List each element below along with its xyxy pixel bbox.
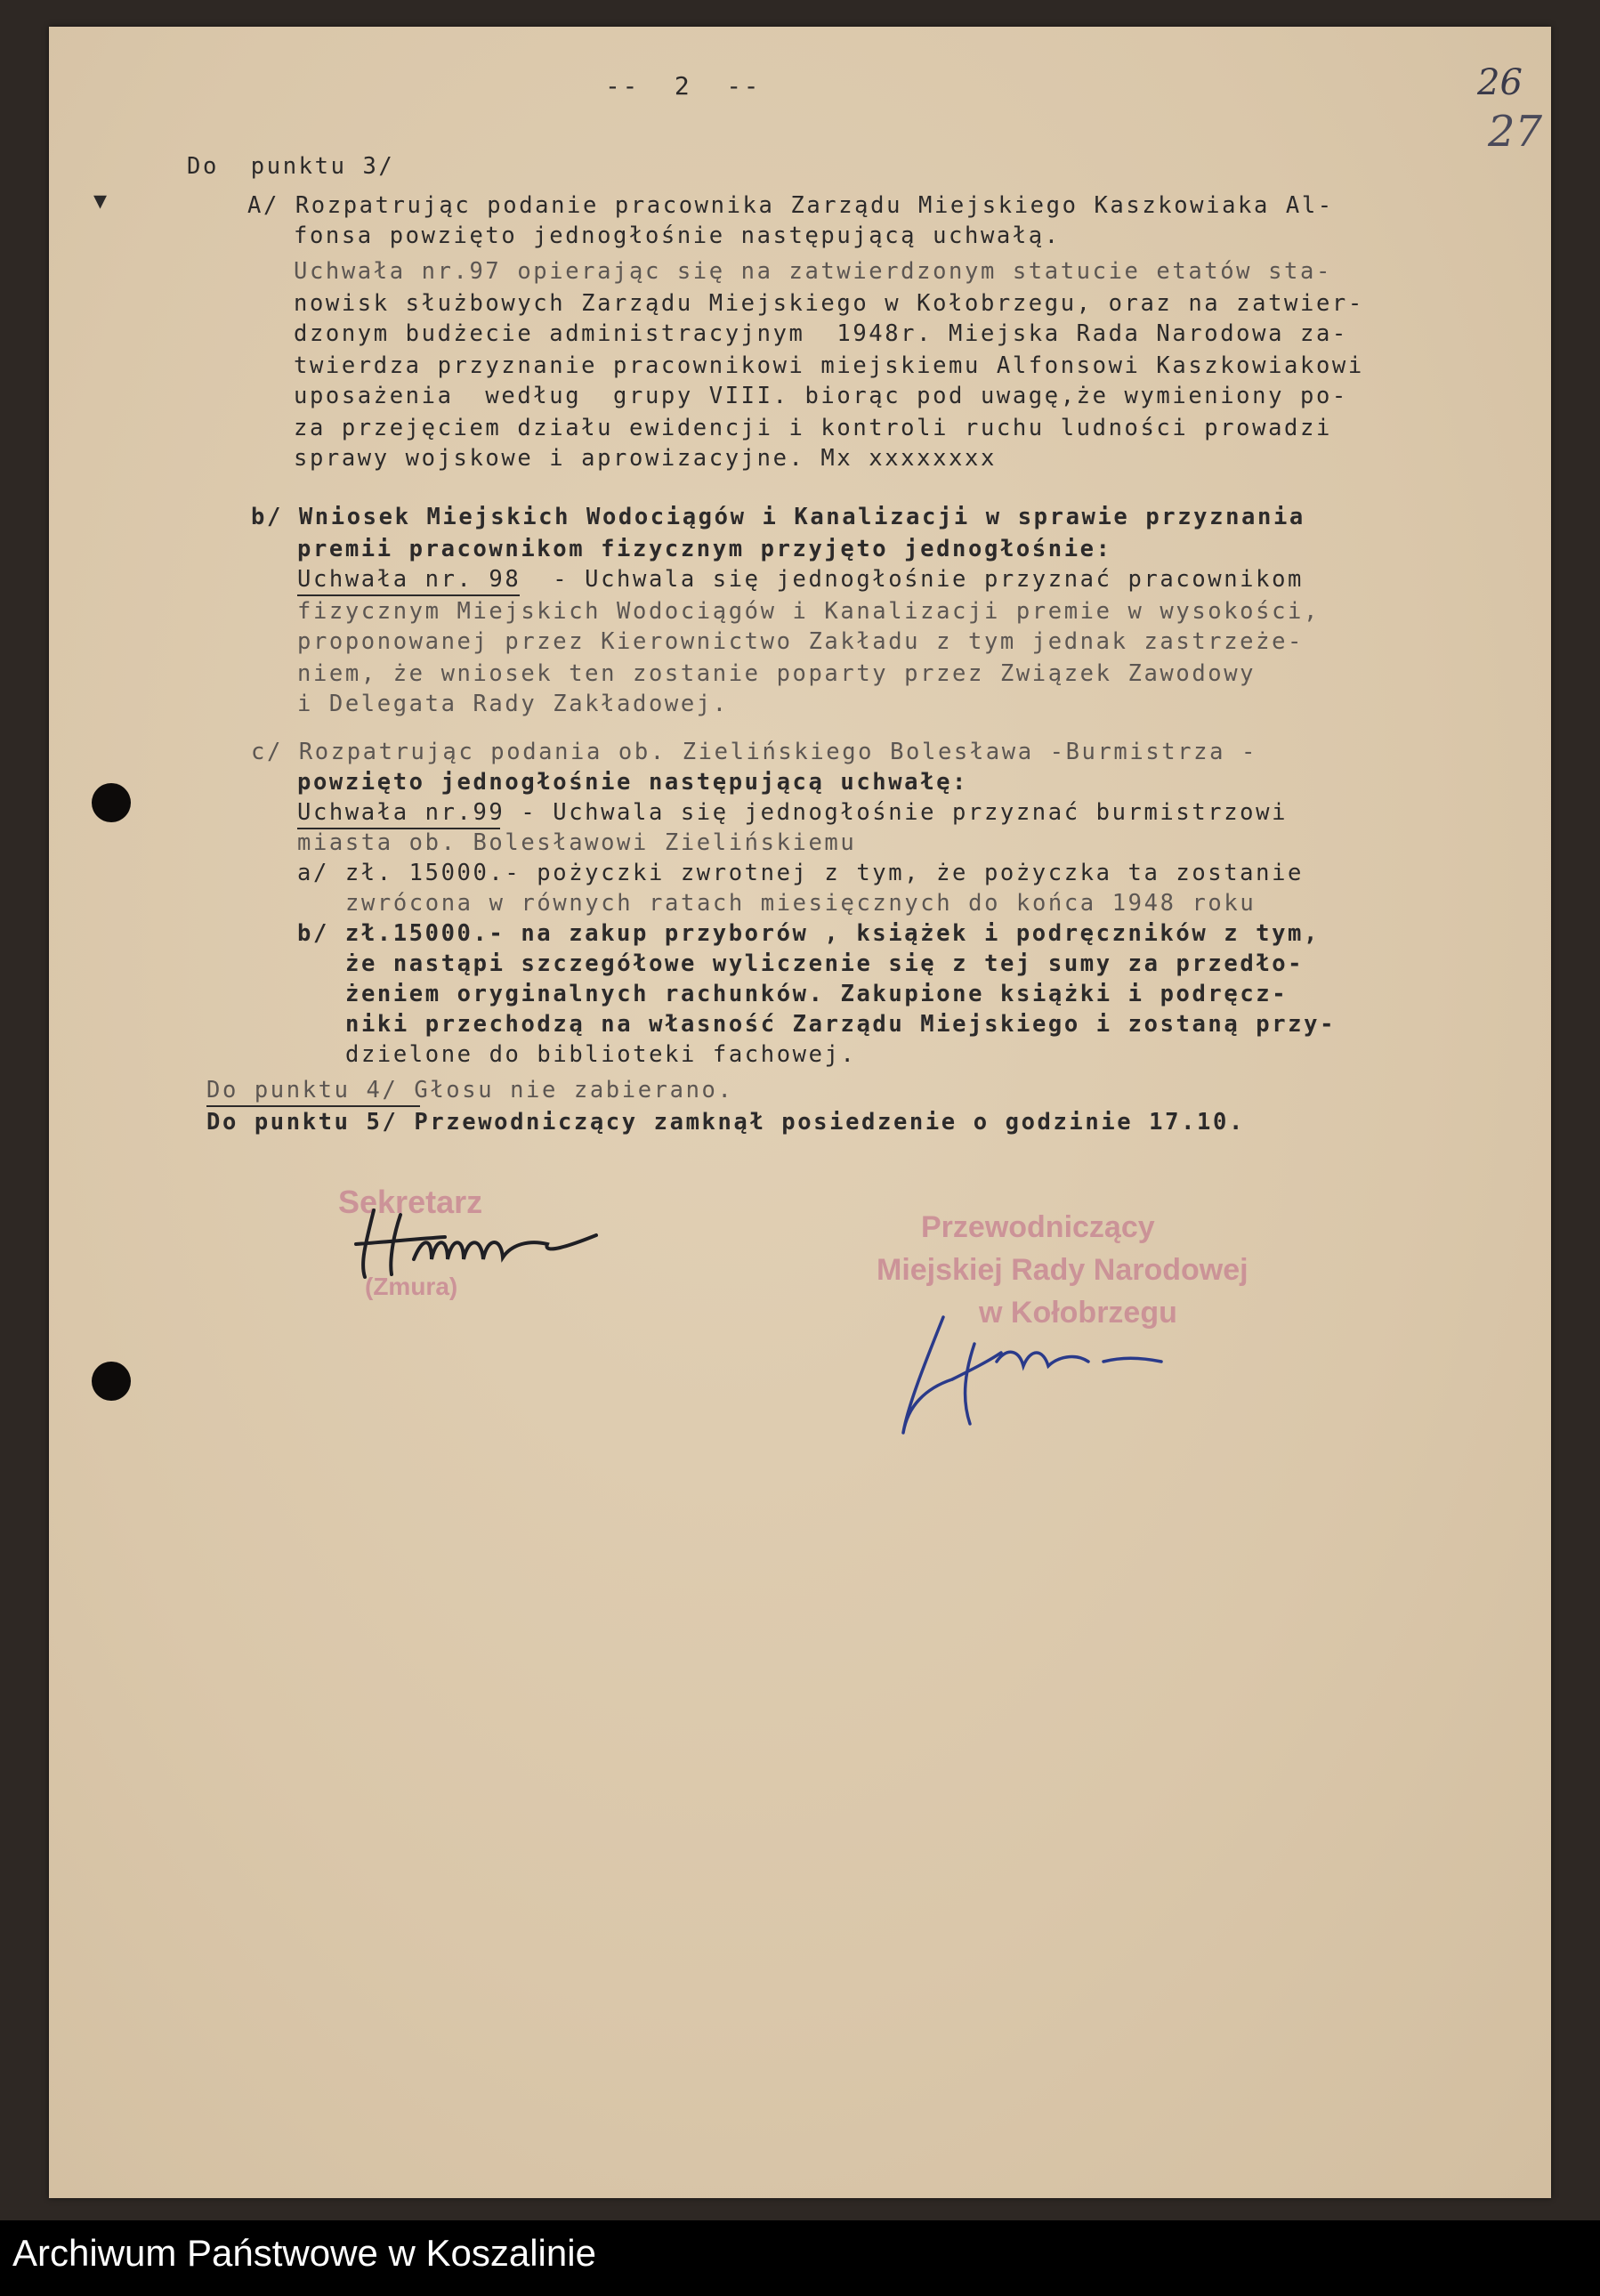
archive-name-label: Archiwum Państwowe w Koszalinie: [12, 2232, 596, 2274]
text-line: Do punktu 5/ Przewodniczący zamknął posiedzenie o godzinie 17.10.: [206, 1109, 1245, 1136]
text-line: za przejęciem działu ewidencji i kontroli ruchu ludności prowadzi: [294, 415, 1332, 441]
secretary-name: (Zmura): [365, 1273, 458, 1300]
underline-rule: [297, 828, 500, 829]
text-line: twierdza przyznanie pracownikowi miejskiemu Alfonsowi Kaszkowiakowi: [294, 352, 1364, 379]
text-line: dzonym budżecie administracyjnym 1948r. Miejska Rada Narodowa za-: [294, 320, 1348, 347]
underline-rule: [297, 594, 520, 596]
text-line: a/ zł. 15000.- pożyczki zwrotnej z tym, że pożyczka ta zostanie: [297, 860, 1304, 886]
text-line: fizycznym Miejskich Wodociągów i Kanalizacji premie w wysokości,: [297, 598, 1320, 625]
text-line: nowisk służbowych Zarządu Miejskiego w Kołobrzegu, oraz na zatwier-: [294, 290, 1364, 317]
text-line: niem, że wniosek ten zostanie poparty przez Związek Zawodowy: [297, 660, 1257, 687]
text-line: niki przechodzą na własność Zarządu Miejskiego i zostaną przy-: [345, 1011, 1337, 1038]
page-number-header: -- 2 --: [605, 71, 762, 101]
text-line: że nastąpi szczegółowe wyliczenie się z tej sumy za przedło-: [345, 950, 1305, 977]
text-line: powzięto jednogłośnie następującą uchwałę:: [297, 769, 968, 796]
folio-number-new: 27: [1488, 107, 1543, 157]
chairman-stamp-line3: w Kołobrzegu: [979, 1296, 1177, 1330]
text-line: Uchwała nr.99 - Uchwala się jednogłośnie przyznać burmistrzowi: [297, 799, 1289, 826]
chairman-stamp-line1: Przewodniczący: [921, 1210, 1155, 1244]
text-line: żeniem oryginalnych rachunków. Zakupione książki i podręcz-: [345, 981, 1289, 1007]
chairman-signature: [890, 1281, 1210, 1442]
folio-number-old: 26: [1477, 62, 1523, 103]
margin-tick-mark: ▾: [93, 185, 108, 216]
text-line: b/ Wniosek Miejskich Wodociągów i Kanalizacji w sprawie przyznania: [251, 504, 1305, 530]
underline-rule: [206, 1105, 420, 1107]
text-line: Do punktu 3/: [187, 153, 395, 180]
text-line: A/ Rozpatrując podanie pracownika Zarządu Miejskiego Kaszkowiaka Al-: [247, 192, 1334, 219]
text-line: Uchwała nr. 98 - Uchwala się jednogłośnie przyznać pracownikom: [297, 566, 1304, 593]
text-line: premii pracownikom fizycznym przyjęto jednogłośnie:: [297, 536, 1112, 562]
text-line: Do punktu 4/ Głosu nie zabierano.: [206, 1077, 734, 1104]
text-line: dzielone do biblioteki fachowej.: [345, 1041, 857, 1068]
text-line: i Delegata Rady Zakładowej.: [297, 691, 729, 717]
punch-hole-top: [92, 783, 131, 822]
text-line: Uchwała nr.97 opierając się na zatwierdzonym statucie etatów sta-: [294, 258, 1332, 285]
text-line: proponowanej przez Kierownictwo Zakładu z tym jednak zastrzeże-: [297, 628, 1304, 655]
text-line: sprawy wojskowe i aprowizacyjne. Mx xxxxxxxx: [294, 445, 997, 472]
chairman-stamp-line2: Miejskiej Rady Narodowej: [877, 1253, 1248, 1287]
secretary-signature: [338, 1192, 614, 1281]
text-line: zwrócona w równych ratach miesięcznych do końca 1948 roku: [345, 890, 1257, 917]
text-line: uposażenia według grupy VIII. biorąc pod uwagę,że wymieniony po-: [294, 383, 1348, 409]
secretary-stamp: Sekretarz: [338, 1184, 483, 1220]
text-line: b/ zł.15000.- na zakup przyborów , książek i podręczników z tym,: [297, 920, 1320, 947]
punch-hole-bottom: [92, 1362, 131, 1401]
text-line: fonsa powzięto jednogłośnie następującą uchwałą.: [294, 222, 1061, 249]
text-line: c/ Rozpatrując podania ob. Zielińskiego Bolesława -Burmistrza -: [251, 739, 1257, 765]
text-line: miasta ob. Bolesławowi Zielińskiemu: [297, 829, 857, 856]
